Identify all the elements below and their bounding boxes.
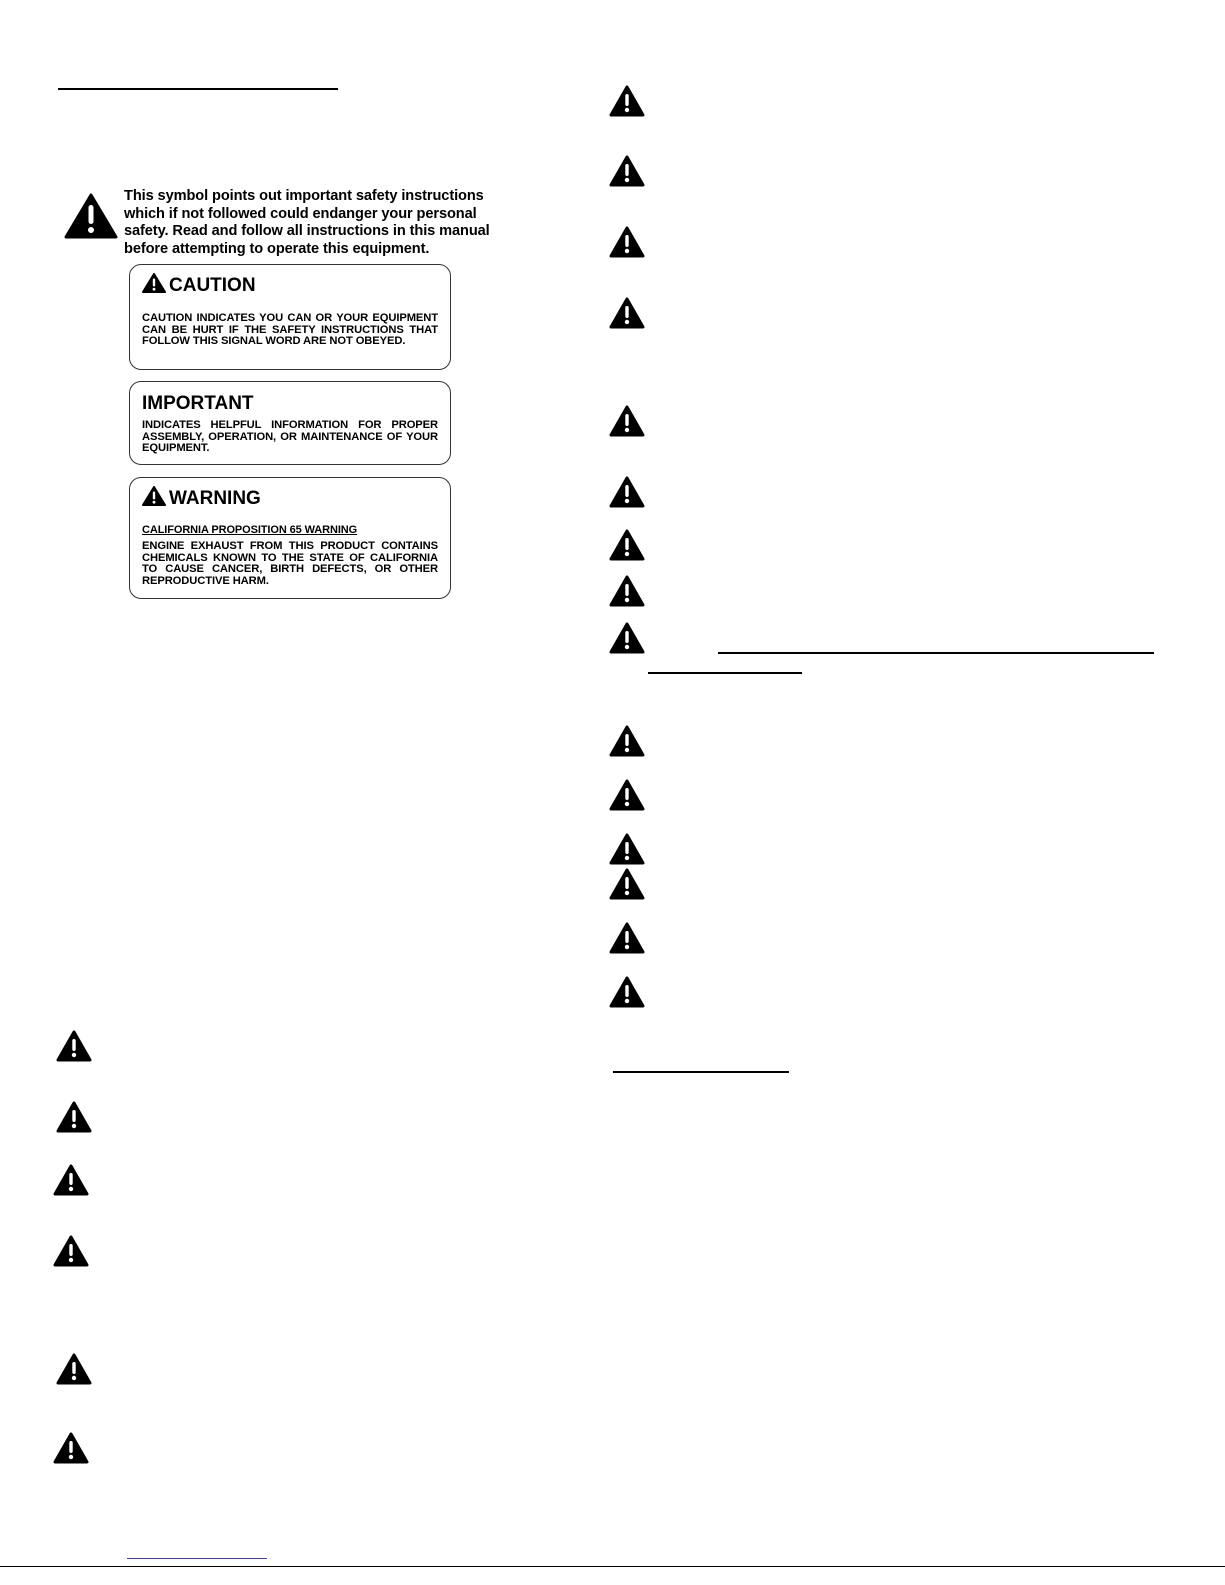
warning-triangle-icon <box>53 1164 89 1196</box>
section-heading-rule <box>613 1071 789 1073</box>
warning-triangle-icon <box>56 1353 92 1385</box>
caution-title: CAUTION <box>169 275 256 296</box>
warning-triangle-icon <box>609 622 645 654</box>
warning-triangle-icon <box>609 155 645 187</box>
warning-triangle-icon <box>609 868 645 900</box>
important-box <box>129 381 451 465</box>
important-title: IMPORTANT <box>142 393 254 414</box>
warning-triangle-icon <box>609 833 645 865</box>
warning-triangle-icon <box>609 976 645 1008</box>
warning-triangle-icon <box>609 725 645 757</box>
section-heading-rule <box>58 88 338 90</box>
warning-triangle-icon <box>56 1030 92 1062</box>
warning-triangle-icon <box>609 779 645 811</box>
warning-triangle-icon <box>609 405 645 437</box>
warning-triangle-icon <box>609 297 645 329</box>
prop65-heading: CALIFORNIA PROPOSITION 65 WARNING <box>142 524 358 536</box>
link-underline <box>127 1558 267 1559</box>
warning-triangle-icon <box>609 922 645 954</box>
warning-triangle-icon <box>609 85 645 117</box>
important-text: INDICATES HELPFUL INFORMATION FOR PROPER ASSEMBLY, OPERATION, OR MAINTENANCE OF YOUR EQUIPMENT. <box>142 419 438 455</box>
warning-triangle-icon <box>53 1235 89 1267</box>
warning-triangle-icon <box>609 476 645 508</box>
warning-triangle-icon <box>609 575 645 607</box>
warning-triangle-icon <box>56 1101 92 1133</box>
warning-header <box>142 486 438 512</box>
warning-triangle-icon <box>142 273 166 299</box>
warning-triangle-icon <box>142 486 166 512</box>
underline-rule <box>718 652 1154 654</box>
safety-symbol-intro: This symbol points out important safety instructions which if not followed could endanger your personal safety. Read and follow all instructions in this manual before attempting to operate this equipment. <box>124 188 490 257</box>
warning-title: WARNING <box>169 488 261 509</box>
warning-text: ENGINE EXHAUST FROM THIS PRODUCT CONTAINS CHEMICALS KNOWN TO THE STATE OF CALIFORNIA TO CAUSE CANCER, BIRTH DEFECTS, OR OTHER REPRODUCTIVE HARM. <box>142 540 438 587</box>
safety-alert-icon <box>64 193 118 239</box>
page-bottom-border <box>0 1566 1225 1567</box>
warning-triangle-icon <box>609 226 645 258</box>
underline-rule <box>648 672 802 674</box>
warning-triangle-icon <box>53 1432 89 1464</box>
caution-text: CAUTION INDICATES YOU CAN OR YOUR EQUIPMENT CAN BE HURT IF THE SAFETY INSTRUCTIONS THAT FOLLOW THIS SIGNAL WORD ARE NOT OBEYED. <box>142 312 438 348</box>
caution-header <box>142 273 438 299</box>
warning-box <box>129 477 451 599</box>
warning-triangle-icon <box>609 529 645 561</box>
caution-box <box>129 264 451 370</box>
